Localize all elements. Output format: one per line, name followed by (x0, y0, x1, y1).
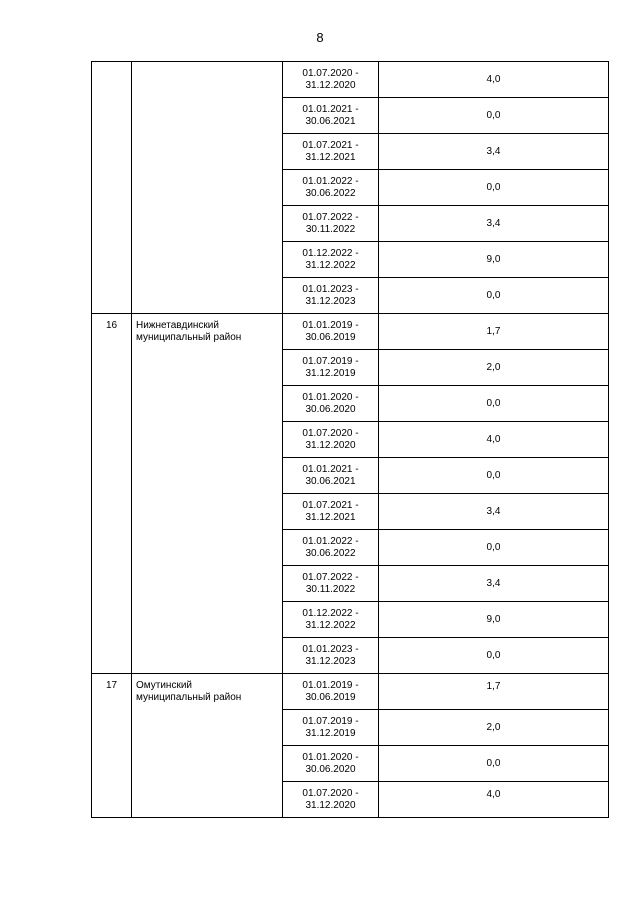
period-end: 30.06.2019 (305, 691, 356, 703)
period-start: 01.01.2019 - (302, 319, 359, 331)
tariff-table (91, 61, 609, 818)
value-cell: 0,0 (379, 386, 609, 422)
period-cell (283, 314, 379, 350)
period-cell (283, 674, 379, 710)
district-name-line: муниципальный район (136, 332, 242, 343)
period-start: 01.01.2022 - (302, 535, 359, 547)
period-end: 31.12.2023 (305, 295, 356, 307)
period-end: 30.06.2022 (305, 547, 356, 559)
value-cell: 4,0 (379, 422, 609, 458)
district-name-cell (132, 674, 283, 818)
period-cell (283, 386, 379, 422)
district-name-line: Омутинский (136, 680, 193, 691)
period-end: 30.06.2022 (305, 187, 356, 199)
value-cell: 1,7 (379, 674, 609, 710)
value-cell: 0,0 (379, 638, 609, 674)
period-start: 01.07.2022 - (302, 571, 359, 583)
period-end: 31.12.2020 (305, 439, 356, 451)
period-start: 01.01.2020 - (302, 751, 359, 763)
period-start: 01.07.2019 - (302, 355, 359, 367)
district-name-cell (132, 62, 283, 314)
row-number-cell: 16 (92, 314, 132, 674)
value-cell: 0,0 (379, 530, 609, 566)
period-start: 01.01.2021 - (302, 103, 359, 115)
period-start: 01.07.2020 - (302, 787, 359, 799)
value-cell: 0,0 (379, 278, 609, 314)
period-start: 01.12.2022 - (302, 607, 359, 619)
period-start: 01.01.2023 - (302, 283, 359, 295)
period-cell (283, 278, 379, 314)
period-cell (283, 710, 379, 746)
period-start: 01.01.2019 - (302, 679, 359, 691)
value-cell: 1,7 (379, 314, 609, 350)
period-end: 30.11.2022 (305, 583, 356, 595)
period-cell (283, 746, 379, 782)
period-cell (283, 458, 379, 494)
period-cell (283, 638, 379, 674)
row-number-cell (92, 62, 132, 314)
value-cell: 2,0 (379, 710, 609, 746)
period-end: 31.12.2019 (305, 367, 356, 379)
value-cell: 0,0 (379, 170, 609, 206)
period-cell (283, 206, 379, 242)
period-end: 31.12.2020 (305, 79, 356, 91)
period-start: 01.07.2020 - (302, 67, 359, 79)
period-start: 01.01.2022 - (302, 175, 359, 187)
period-end: 30.06.2021 (305, 475, 356, 487)
period-cell (283, 98, 379, 134)
district-name-line: Нижнетавдинский (136, 320, 219, 331)
period-start: 01.07.2020 - (302, 427, 359, 439)
table-row (92, 314, 609, 350)
period-cell (283, 170, 379, 206)
period-end: 31.12.2019 (305, 727, 356, 739)
district-name-cell (132, 314, 283, 674)
value-cell: 4,0 (379, 782, 609, 818)
value-cell: 0,0 (379, 98, 609, 134)
period-end: 30.06.2020 (305, 403, 356, 415)
period-start: 01.07.2022 - (302, 211, 359, 223)
table-row (92, 62, 609, 98)
period-cell (283, 566, 379, 602)
period-cell (283, 350, 379, 386)
period-end: 31.12.2022 (305, 619, 356, 631)
period-end: 31.12.2023 (305, 655, 356, 667)
row-number-cell: 17 (92, 674, 132, 818)
value-cell: 3,4 (379, 494, 609, 530)
period-end: 31.12.2020 (305, 799, 356, 811)
period-cell (283, 134, 379, 170)
period-cell (283, 62, 379, 98)
district-name-line: муниципальный район (136, 692, 242, 703)
period-end: 31.12.2021 (305, 511, 356, 523)
period-end: 30.06.2020 (305, 763, 356, 775)
period-cell (283, 602, 379, 638)
period-end: 30.11.2022 (305, 223, 356, 235)
period-end: 30.06.2019 (305, 331, 356, 343)
page-number: 8 (316, 30, 324, 45)
period-end: 31.12.2022 (305, 259, 356, 271)
value-cell: 9,0 (379, 602, 609, 638)
value-cell: 0,0 (379, 458, 609, 494)
value-cell: 9,0 (379, 242, 609, 278)
period-end: 31.12.2021 (305, 151, 356, 163)
table-body (92, 62, 609, 818)
period-start: 01.07.2019 - (302, 715, 359, 727)
period-start: 01.01.2020 - (302, 391, 359, 403)
period-end: 30.06.2021 (305, 115, 356, 127)
period-cell (283, 782, 379, 818)
period-cell (283, 422, 379, 458)
value-cell: 3,4 (379, 206, 609, 242)
period-cell (283, 530, 379, 566)
period-start: 01.01.2021 - (302, 463, 359, 475)
period-cell (283, 242, 379, 278)
value-cell: 3,4 (379, 566, 609, 602)
period-start: 01.01.2023 - (302, 643, 359, 655)
period-cell (283, 494, 379, 530)
value-cell: 3,4 (379, 134, 609, 170)
period-start: 01.12.2022 - (302, 247, 359, 259)
value-cell: 4,0 (379, 62, 609, 98)
table-row (92, 674, 609, 710)
period-start: 01.07.2021 - (302, 499, 359, 511)
period-start: 01.07.2021 - (302, 139, 359, 151)
value-cell: 2,0 (379, 350, 609, 386)
value-cell: 0,0 (379, 746, 609, 782)
